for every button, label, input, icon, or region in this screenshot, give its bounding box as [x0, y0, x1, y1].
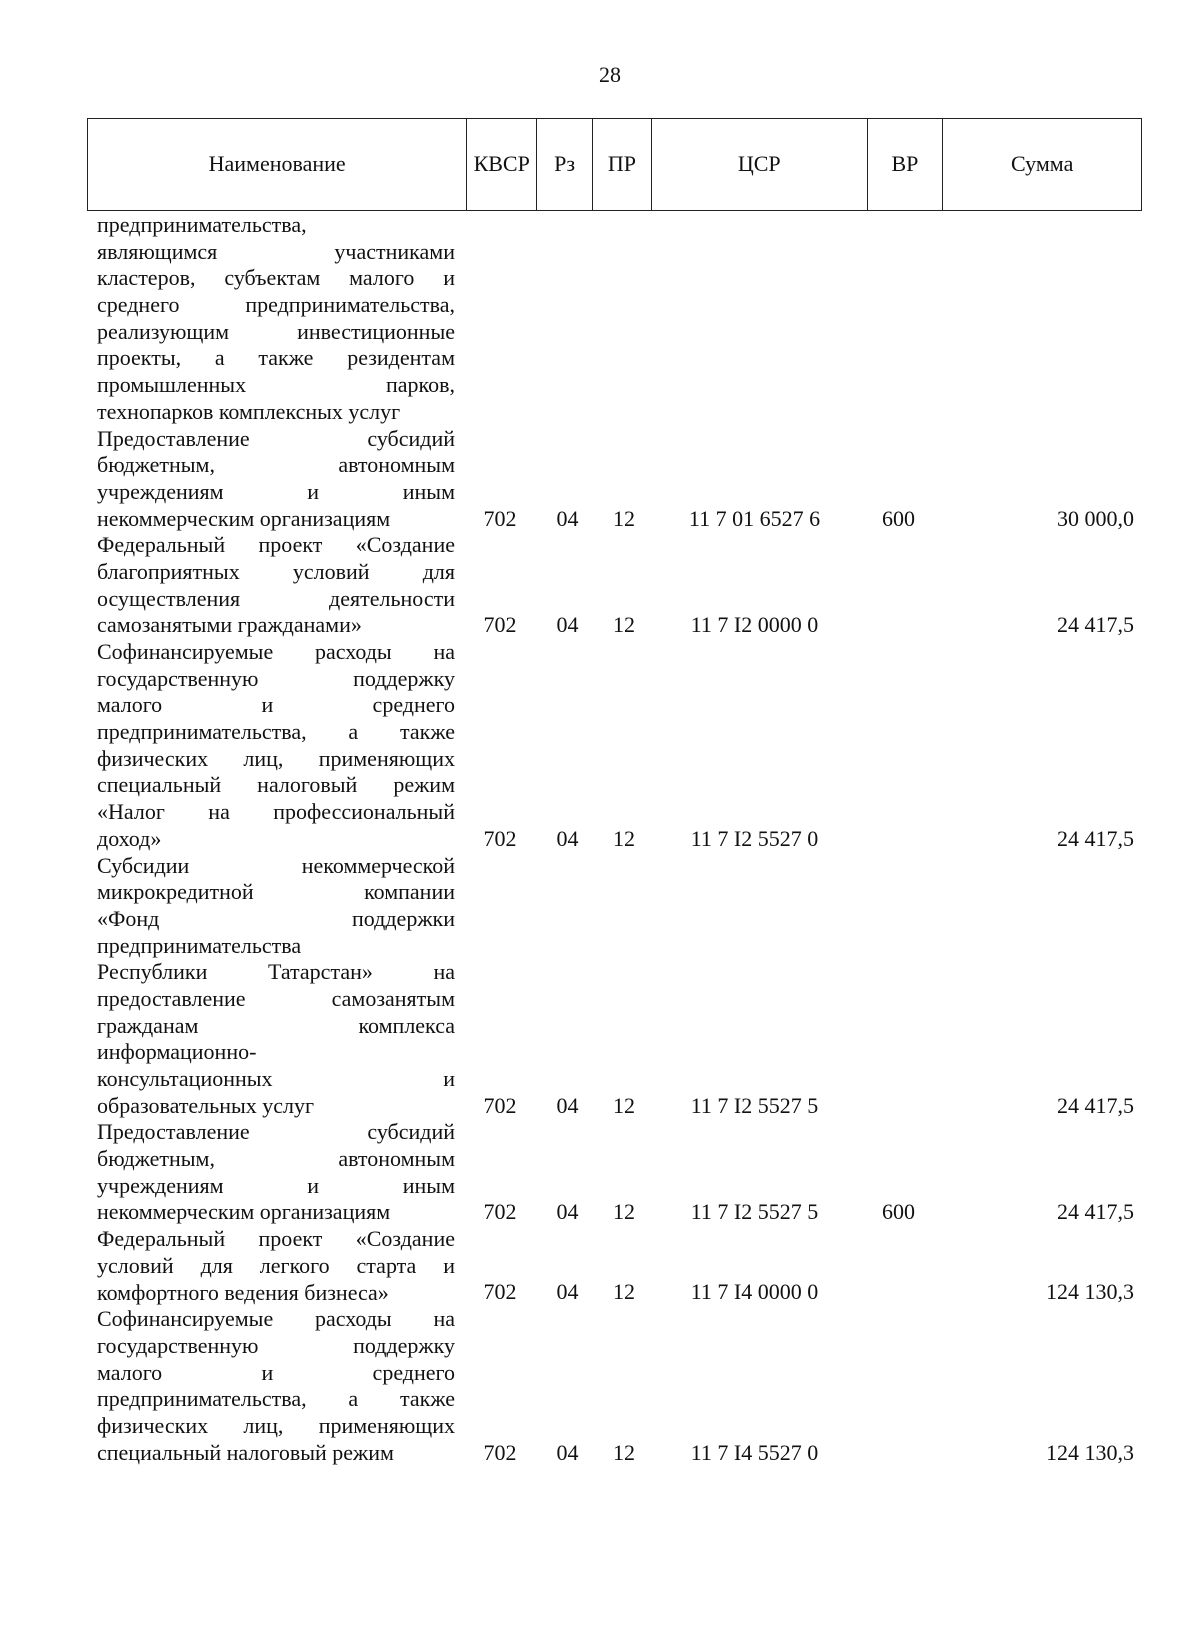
row-name-line: предоставление самозанятым — [97, 985, 455, 1011]
row-name-line: физических лиц, применяющих — [97, 745, 455, 771]
table-row — [97, 212, 1137, 426]
row-rz: 04 — [556, 825, 579, 851]
row-sum: 124 130,3 — [1046, 1439, 1134, 1465]
row-sum: 30 000,0 — [1057, 505, 1134, 531]
row-csr: 11 7 I2 5527 5 — [690, 1199, 819, 1225]
row-name-line: предпринимательства, а также — [97, 1386, 455, 1412]
row-kvsr: 702 — [483, 1439, 517, 1465]
row-pr: 12 — [613, 505, 635, 531]
row-name-line: «Фонд поддержки — [97, 905, 455, 931]
row-name-line: бюджетным, автономным — [97, 1146, 455, 1172]
row-name-line: проекты, а также резидентам — [97, 345, 455, 371]
row-name-line: доход» — [97, 825, 162, 851]
row-name — [97, 639, 455, 853]
row-name-line: среднего предпринимательства, — [97, 292, 455, 318]
row-name-line: некоммерческим организациям — [97, 505, 391, 531]
row-name-line: реализующим инвестиционные — [97, 318, 455, 344]
row-name-line: бюджетным, автономным — [97, 452, 455, 478]
row-csr: 11 7 I2 5527 5 — [690, 1092, 819, 1118]
row-csr: 11 7 I2 5527 0 — [690, 825, 819, 851]
table-header — [87, 118, 1142, 211]
row-name-line: некоммерческим организациям — [97, 1199, 391, 1225]
row-sum: 24 417,5 — [1057, 612, 1134, 638]
row-csr: 11 7 01 6527 6 — [688, 505, 821, 531]
row-pr: 12 — [613, 1279, 635, 1305]
row-rz: 04 — [556, 1279, 579, 1305]
row-name-line: образовательных услуг — [97, 1092, 315, 1118]
row-name-line: «Налог на профессиональный — [97, 799, 455, 825]
row-name-line: консультационных и — [97, 1066, 455, 1091]
row-name-line: государственную поддержку — [97, 665, 455, 691]
row-kvsr: 702 — [483, 612, 517, 638]
row-rz: 04 — [556, 612, 579, 638]
row-kvsr: 702 — [483, 1279, 517, 1305]
table-row — [97, 426, 1137, 533]
header-pr: ПР — [593, 119, 652, 210]
row-name-line: Субсидии некоммерческой — [97, 852, 455, 878]
table-row — [97, 1306, 1137, 1466]
table-row — [97, 639, 1137, 853]
row-csr: 11 7 I2 0000 0 — [690, 612, 819, 638]
row-name-line: информационно- — [97, 1039, 257, 1065]
row-name-line: предпринимательства, — [97, 212, 307, 237]
row-name-line: специальный налоговый режим — [97, 772, 455, 798]
row-rz: 04 — [556, 505, 579, 531]
row-name-line: физических лиц, применяющих — [97, 1412, 455, 1438]
row-name-line: являющимся участниками — [97, 238, 455, 264]
row-name-line: кластеров, субъектам малого и — [97, 265, 455, 291]
row-name — [97, 1226, 455, 1306]
row-kvsr: 702 — [483, 825, 517, 851]
row-name — [97, 212, 455, 426]
row-name-line: Софинансируемые расходы на — [97, 1306, 455, 1332]
table-row — [97, 853, 1137, 1120]
row-csr: 11 7 I4 5527 0 — [690, 1439, 819, 1465]
row-name-line: предпринимательства, а также — [97, 719, 455, 745]
row-name-line: предпринимательства — [97, 932, 302, 958]
row-name-line: Федеральный проект «Создание — [97, 1226, 455, 1252]
row-kvsr: 702 — [483, 1092, 517, 1118]
header-csr: ЦСР — [652, 119, 868, 210]
row-pr: 12 — [613, 612, 635, 638]
row-kvsr: 702 — [483, 505, 517, 531]
table-row — [97, 1119, 1137, 1226]
row-pr: 12 — [613, 1199, 635, 1225]
row-name — [97, 853, 455, 1120]
header-kvsr: КВСР — [467, 119, 537, 210]
row-vr: 600 — [882, 1199, 915, 1225]
row-name-line: учреждениям и иным — [97, 478, 455, 504]
row-name-line: гражданам комплекса — [97, 1012, 455, 1038]
row-name-line: микрокредитной компании — [97, 879, 455, 905]
row-sum: 24 417,5 — [1057, 825, 1134, 851]
row-name — [97, 1306, 455, 1466]
row-name-line: государственную поддержку — [97, 1332, 455, 1358]
header-sum: Сумма — [1011, 150, 1074, 176]
row-name-line: специальный налоговый режим — [97, 1439, 394, 1465]
table-row — [97, 1226, 1137, 1306]
header-rz: Рз — [537, 119, 593, 210]
row-name-line: Софинансируемые расходы на — [97, 639, 455, 664]
row-rz: 04 — [556, 1199, 579, 1225]
row-sum: 24 417,5 — [1057, 1199, 1134, 1225]
row-rz: 04 — [556, 1439, 579, 1465]
table-row — [97, 532, 1137, 639]
row-kvsr: 702 — [483, 1199, 517, 1225]
row-name-line: условий для легкого старта и — [97, 1252, 455, 1278]
page-number: 28 — [599, 62, 621, 87]
row-name-line: Федеральный проект «Создание — [97, 532, 455, 558]
table-body — [97, 212, 1137, 1466]
row-name-line: комфортного ведения бизнеса» — [97, 1279, 389, 1305]
row-name-line: Республики Татарстан» на — [97, 959, 455, 985]
row-vr: 600 — [882, 505, 915, 531]
row-name-line: осуществления деятельности — [97, 585, 455, 611]
row-name-line: Предоставление субсидий — [97, 1119, 455, 1145]
row-name-line: самозанятыми гражданами» — [97, 612, 362, 638]
row-pr: 12 — [613, 1439, 635, 1465]
row-sum: 124 130,3 — [1046, 1279, 1134, 1305]
row-sum: 24 417,5 — [1057, 1092, 1134, 1118]
row-name-line: малого и среднего — [97, 1359, 455, 1385]
row-name-line: Предоставление субсидий — [97, 425, 455, 451]
row-name — [97, 426, 455, 533]
header-name: Наименование — [88, 119, 467, 210]
row-name — [97, 532, 455, 639]
row-csr: 11 7 I4 0000 0 — [690, 1279, 819, 1305]
header-vr: ВР — [868, 119, 944, 210]
row-name-line: благоприятных условий для — [97, 558, 455, 584]
row-rz: 04 — [556, 1092, 579, 1118]
row-name-line: промышленных парков, — [97, 372, 455, 398]
row-name — [97, 1119, 455, 1226]
row-name-line: технопарков комплексных услуг — [97, 398, 401, 424]
row-name-line: малого и среднего — [97, 692, 455, 718]
row-name-line: учреждениям и иным — [97, 1172, 455, 1198]
row-pr: 12 — [613, 1092, 635, 1118]
row-pr: 12 — [613, 825, 635, 851]
